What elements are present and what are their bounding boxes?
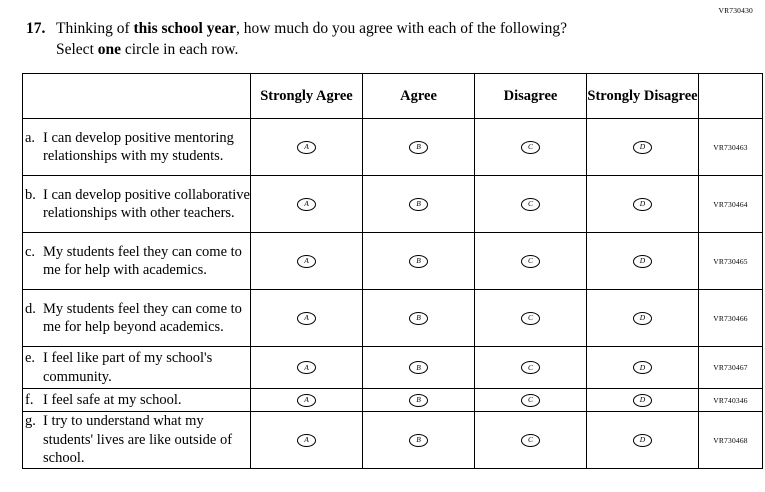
- row-code: VR730468: [699, 412, 763, 469]
- option-disagree[interactable]: [475, 176, 587, 233]
- matrix-header-row: [23, 74, 763, 119]
- row-code: VR730465: [699, 233, 763, 290]
- question-number: 17.: [26, 20, 46, 37]
- table-row: [23, 233, 763, 290]
- option-strongly-agree[interactable]: [251, 412, 363, 469]
- bubble-a-icon[interactable]: A: [297, 361, 316, 374]
- option-agree[interactable]: [363, 290, 475, 347]
- option-disagree[interactable]: [475, 347, 587, 389]
- option-strongly-agree[interactable]: [251, 176, 363, 233]
- bubble-b-icon[interactable]: B: [409, 394, 428, 407]
- row-stem: [23, 347, 251, 389]
- option-strongly-agree[interactable]: [251, 233, 363, 290]
- option-strongly-disagree[interactable]: [587, 412, 699, 469]
- header-code-blank: [699, 74, 763, 119]
- option-agree[interactable]: [363, 119, 475, 176]
- question-block: [26, 18, 726, 60]
- row-text: I feel safe at my school.: [43, 391, 182, 408]
- row-letter: b.: [25, 186, 36, 203]
- option-strongly-disagree[interactable]: [587, 119, 699, 176]
- row-text: I can develop positive mentoring relationships with my students.: [43, 129, 234, 164]
- option-disagree[interactable]: [475, 290, 587, 347]
- row-stem: [23, 290, 251, 347]
- bubble-c-icon[interactable]: C: [521, 394, 540, 407]
- bubble-d-icon[interactable]: D: [633, 361, 652, 374]
- bubble-d-icon[interactable]: D: [633, 434, 652, 447]
- row-stem: [23, 389, 251, 412]
- option-disagree[interactable]: [475, 412, 587, 469]
- option-agree[interactable]: [363, 176, 475, 233]
- option-strongly-disagree[interactable]: [587, 176, 699, 233]
- option-strongly-disagree[interactable]: [587, 233, 699, 290]
- option-agree[interactable]: [363, 389, 475, 412]
- option-disagree[interactable]: [475, 119, 587, 176]
- bubble-c-icon[interactable]: C: [521, 198, 540, 211]
- question-line1-post: , how much do you agree with each of the following?: [235, 20, 567, 37]
- option-agree[interactable]: [363, 347, 475, 389]
- option-agree[interactable]: [363, 412, 475, 469]
- row-code: VR730467: [699, 347, 763, 389]
- row-code: VR730463: [699, 119, 763, 176]
- option-strongly-agree[interactable]: [251, 290, 363, 347]
- row-stem: [23, 233, 251, 290]
- question-text-line2: [56, 39, 726, 60]
- option-disagree[interactable]: [475, 389, 587, 412]
- header-agree: Agree: [363, 74, 475, 119]
- bubble-b-icon[interactable]: B: [409, 361, 428, 374]
- table-row: [23, 176, 763, 233]
- bubble-a-icon[interactable]: A: [297, 434, 316, 447]
- response-matrix: [22, 73, 763, 469]
- bubble-c-icon[interactable]: C: [521, 361, 540, 374]
- row-letter: a.: [25, 129, 36, 146]
- bubble-b-icon[interactable]: B: [409, 255, 428, 268]
- page-corner-code: VR730430: [718, 6, 753, 15]
- row-letter: g.: [25, 413, 36, 430]
- table-row: [23, 412, 763, 469]
- row-letter: c.: [25, 243, 36, 260]
- row-code: VR730466: [699, 290, 763, 347]
- question-line2-post: circle in each row.: [121, 41, 239, 58]
- bubble-a-icon[interactable]: A: [297, 312, 316, 325]
- row-stem: [23, 119, 251, 176]
- row-letter: e.: [25, 350, 36, 366]
- option-strongly-agree[interactable]: [251, 119, 363, 176]
- row-stem: [23, 412, 251, 469]
- header-stem-blank: [23, 74, 251, 119]
- table-row: [23, 119, 763, 176]
- bubble-b-icon[interactable]: B: [409, 198, 428, 211]
- question-line2-bold: one: [97, 41, 121, 58]
- bubble-c-icon[interactable]: C: [521, 434, 540, 447]
- row-text: I feel like part of my school's community.: [43, 350, 213, 385]
- table-row: [23, 290, 763, 347]
- table-row: [23, 389, 763, 412]
- row-text: My students feel they can come to me for help beyond academics.: [43, 300, 242, 335]
- bubble-d-icon[interactable]: D: [633, 394, 652, 407]
- bubble-a-icon[interactable]: A: [297, 198, 316, 211]
- question-line1-bold: this school year: [133, 20, 236, 37]
- row-text: I can develop positive collaborative relationships with other teachers.: [43, 186, 250, 221]
- header-disagree: Disagree: [475, 74, 587, 119]
- header-strongly-agree: Strongly Agree: [251, 74, 363, 119]
- bubble-b-icon[interactable]: B: [409, 141, 428, 154]
- question-line1-pre: Thinking of: [56, 20, 134, 37]
- bubble-b-icon[interactable]: B: [409, 434, 428, 447]
- row-letter: f.: [25, 391, 34, 408]
- question-line2-pre: Select: [56, 41, 98, 58]
- table-row: [23, 347, 763, 389]
- option-strongly-disagree[interactable]: [587, 290, 699, 347]
- row-letter: d.: [25, 300, 36, 317]
- bubble-d-icon[interactable]: D: [633, 198, 652, 211]
- bubble-c-icon[interactable]: C: [521, 312, 540, 325]
- bubble-b-icon[interactable]: B: [409, 312, 428, 325]
- row-code: VR740346: [699, 389, 763, 412]
- bubble-d-icon[interactable]: D: [633, 141, 652, 154]
- bubble-d-icon[interactable]: D: [633, 312, 652, 325]
- option-strongly-agree[interactable]: [251, 389, 363, 412]
- option-agree[interactable]: [363, 233, 475, 290]
- row-code: VR730464: [699, 176, 763, 233]
- bubble-a-icon[interactable]: A: [297, 394, 316, 407]
- row-text: I try to understand what my students' lives are like outside of school.: [43, 413, 233, 467]
- option-strongly-disagree[interactable]: [587, 347, 699, 389]
- option-disagree[interactable]: [475, 233, 587, 290]
- option-strongly-disagree[interactable]: [587, 389, 699, 412]
- bubble-a-icon[interactable]: A: [297, 255, 316, 268]
- row-stem: [23, 176, 251, 233]
- bubble-d-icon[interactable]: D: [633, 255, 652, 268]
- option-strongly-agree[interactable]: [251, 347, 363, 389]
- bubble-a-icon[interactable]: A: [297, 141, 316, 154]
- bubble-c-icon[interactable]: C: [521, 141, 540, 154]
- question-text-line1: [56, 18, 726, 39]
- header-strongly-disagree: Strongly Disagree: [587, 74, 699, 119]
- row-text: My students feel they can come to me for help with academics.: [43, 243, 242, 278]
- bubble-c-icon[interactable]: C: [521, 255, 540, 268]
